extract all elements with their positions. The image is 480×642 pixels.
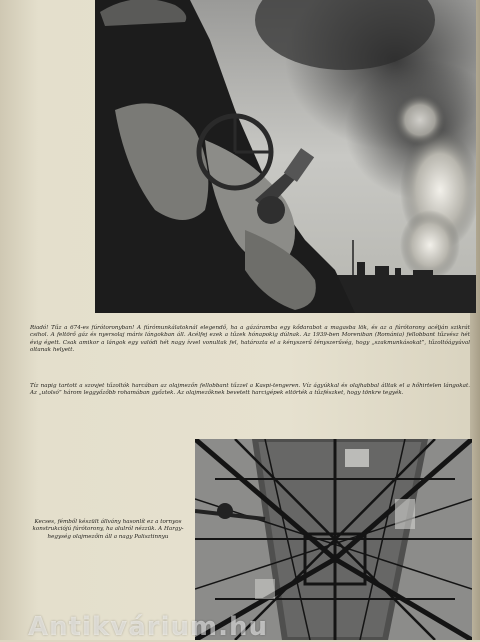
caption-fire-fighting: Tíz napig tartott a szovjet tűzoltók harcában az olajmezőn fellobbant tűzzel a Kaspi-tengeren. Víz ágyúkkal és olajhabbal álltak el a hőhirtelen lángokat. Az „utolsó” három leggyőzőbb rohamában győztek. Az olajmezőknek bevetett harcigépek eltörték a tűzfészket, hogy tönkre tegyék.: [30, 383, 470, 397]
caption-derrick: Kecses, fémből készült állvány hasonlít ez a tornyos konstrukciójú fúrótorony, ha alulról nézzük. A Hargy-hegység olajmezőin áll a nagy Palisztinnyu: [32, 519, 184, 540]
derrick-illustration: [195, 439, 472, 640]
soldier-gun-illustration: [95, 0, 476, 313]
photo-soldier-with-gun: [95, 0, 476, 313]
photo-caption-oil-fire: Riadó! Tűz a 674-es fúrótoronyban! A fúrómunkálatoknál elegendő, ha a gázáramba egy kődarabot a magasba lök, és az a fúrótorony acélján szikrát csihol. A feltörő gáz és nyersolaj máris lángokban áll. Acélfej ezek a tűzek hónapokig dúlnak. Az 1939-ben Moreniban (Románia) fellobbant tűzvész hét évig égett. Csak amikor a lángok egy valódi hét nagy ívvel vonultak fel, határozta el a kényszerű tényszerűség, hogy „szakmunkásokat”, tűzoltóágyúval oltanak helyett.: [30, 325, 470, 354]
watermark-text: Antikvárium.hu: [28, 612, 268, 642]
photo-oil-derrick: [195, 439, 472, 640]
